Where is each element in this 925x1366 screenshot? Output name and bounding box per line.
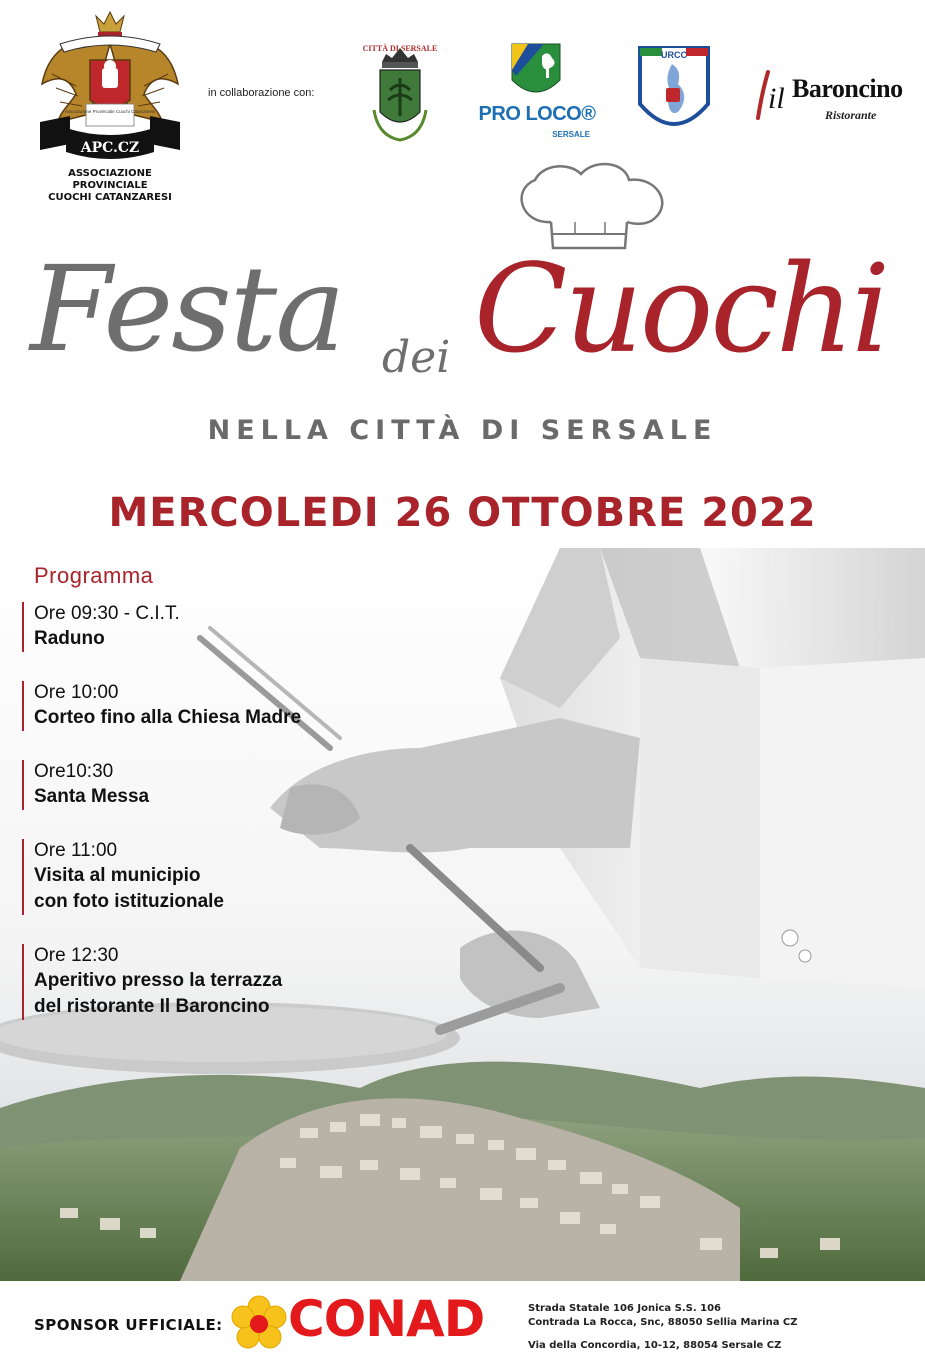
sersale-crest-logo bbox=[358, 40, 442, 150]
program-item bbox=[22, 839, 442, 915]
proloco-sub: SERSALE bbox=[552, 130, 590, 139]
apc-logo-small-text: Associazione Provinciale Cuochi Catanzaresi bbox=[64, 109, 156, 114]
association-caption-line1: ASSOCIAZIONE PROVINCIALE bbox=[68, 168, 152, 191]
baroncino-name: Baroncino bbox=[792, 74, 903, 103]
program-item bbox=[22, 681, 442, 731]
conad-flower-icon bbox=[230, 1295, 288, 1353]
program-desc: Aperitivo presso la terrazza del ristorante Il Baroncino bbox=[34, 970, 283, 1017]
program-item bbox=[22, 602, 442, 652]
program-time: Ore 09:30 - C.I.T. bbox=[34, 603, 180, 624]
program-heading: Programma bbox=[34, 563, 154, 588]
urcc-label: URCC bbox=[661, 50, 687, 60]
baroncino-sub: Ristorante bbox=[825, 108, 877, 122]
title-festa: Festa bbox=[30, 240, 344, 378]
sponsor-address-3: Via della Concordia, 10-12, 88054 Sersale CZ bbox=[528, 1340, 782, 1351]
title-dei: dei bbox=[382, 332, 451, 383]
program-time: Ore10:30 bbox=[34, 761, 114, 782]
sponsor-address-2: Contrada La Rocca, Snc, 88050 Sellia Marina CZ bbox=[528, 1317, 798, 1328]
program-list bbox=[22, 602, 442, 1049]
program-time: Ore 12:30 bbox=[34, 945, 119, 966]
program-desc: Santa Messa bbox=[34, 786, 150, 807]
program-desc: Corteo fino alla Chiesa Madre bbox=[34, 707, 302, 728]
program-item bbox=[22, 944, 442, 1020]
program-time: Ore 11:00 bbox=[34, 840, 118, 861]
title-cuochi: Cuochi bbox=[474, 238, 888, 380]
program-desc: Raduno bbox=[34, 628, 105, 649]
program-item bbox=[22, 760, 442, 810]
subtitle: NELLA CITTÀ DI SERSALE bbox=[207, 415, 718, 446]
association-caption bbox=[30, 168, 190, 204]
program-desc: Visita al municipio con foto istituzionale bbox=[34, 865, 224, 912]
baroncino-mark-text: il bbox=[768, 82, 785, 115]
apc-eagle-logo bbox=[30, 4, 190, 194]
conad-brand: CONAD bbox=[288, 1290, 485, 1348]
sponsor-address-1: Strada Statale 106 Jonica S.S. 106 bbox=[528, 1303, 722, 1314]
collaboration-label: in collaborazione con: bbox=[208, 87, 315, 99]
sponsor-label: SPONSOR UFFICIALE: bbox=[34, 1316, 223, 1334]
event-date: MERCOLEDI 26 OTTOBRE 2022 bbox=[108, 490, 817, 536]
apc-logo-text: APC.CZ bbox=[80, 140, 140, 156]
proloco-name: PRO LOCO® bbox=[478, 103, 596, 125]
sersale-caption: CITTÀ DI SERSALE bbox=[362, 44, 438, 53]
association-caption-line2: CUOCHI CATANZARESI bbox=[48, 192, 172, 203]
program-time: Ore 10:00 bbox=[34, 682, 119, 703]
